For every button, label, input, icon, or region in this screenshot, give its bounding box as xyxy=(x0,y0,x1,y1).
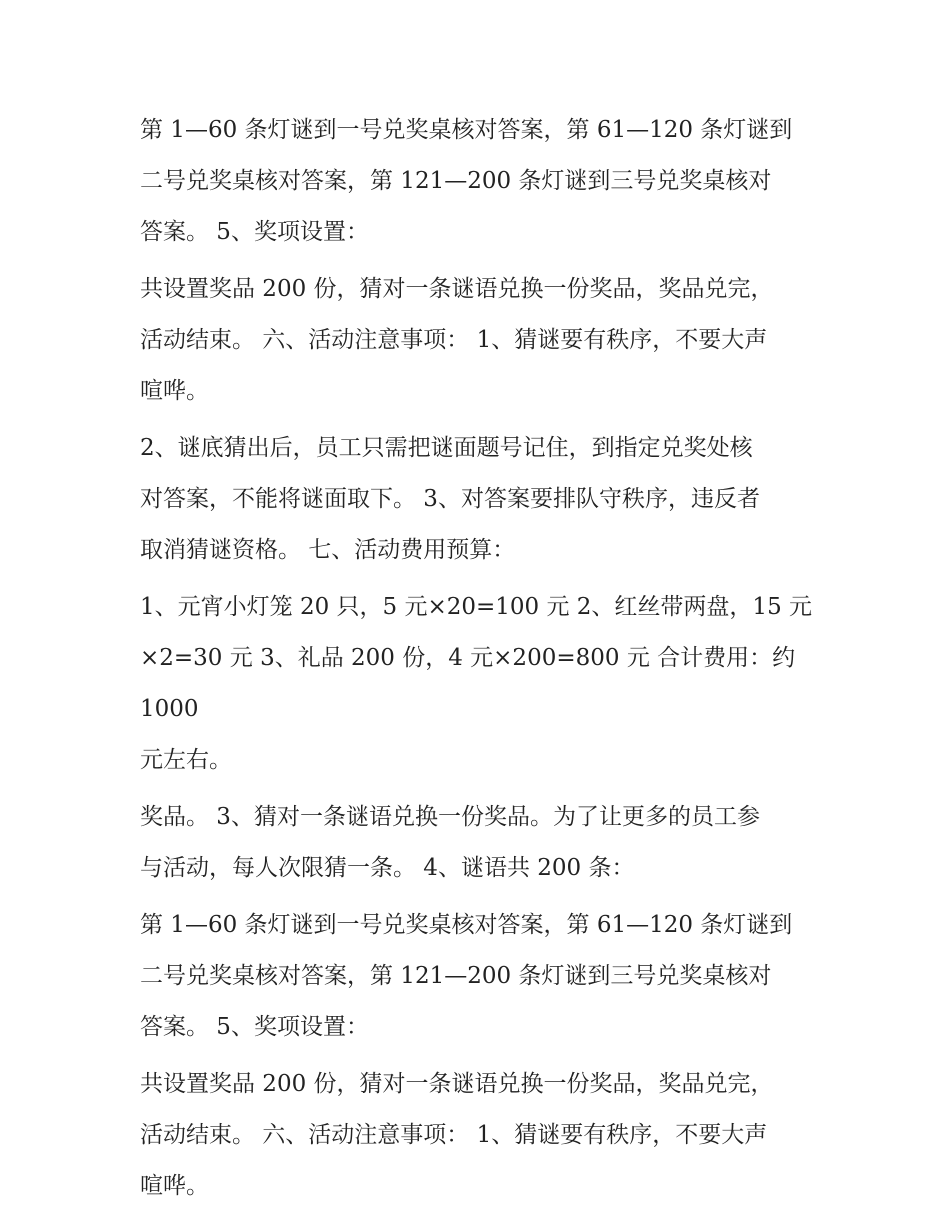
document-body xyxy=(140,105,812,1218)
paragraph-3: 2、谜底猜出后，员工只需把谜面题号记住，到指定兑奖处核 对答案，不能将谜面取下。 3、对答案要排队守秩序，违反者 取消猜谜资格。 七、活动费用预算： xyxy=(140,435,760,563)
paragraph-4: 1、元宵小灯笼 20 只，5 元×20=100 元 2、红丝带两盘，15 元 ×2=30 元 3、礼品 200 份，4 元×200=800 元 合计费用：约 1000 元左右。 xyxy=(140,594,813,773)
paragraph-6: 第 1—60 条灯谜到一号兑奖桌核对答案，第 61—120 条灯谜到 二号兑奖桌核对答案，第 121—200 条灯谜到三号兑奖桌核对 答案。 5、奖项设置： xyxy=(140,912,793,1040)
paragraph-1: 第 1—60 条灯谜到一号兑奖桌核对答案，第 61—120 条灯谜到 二号兑奖桌核对答案，第 121—200 条灯谜到三号兑奖桌核对 答案。 5、奖项设置： xyxy=(140,117,793,245)
paragraph-2: 共设置奖品 200 份，猜对一条谜语兑换一份奖品，奖品兑完， 活动结束。 六、活动注意事项： 1、猜谜要有秩序，不要大声 喧哗。 xyxy=(140,276,774,404)
paragraph-5: 奖品。 3、猜对一条谜语兑换一份奖品。为了让更多的员工参 与活动，每人次限猜一条。 4、谜语共 200 条： xyxy=(140,804,760,881)
paragraph-7: 共设置奖品 200 份，猜对一条谜语兑换一份奖品，奖品兑完， 活动结束。 六、活动注意事项： 1、猜谜要有秩序，不要大声 喧哗。 xyxy=(140,1071,774,1199)
